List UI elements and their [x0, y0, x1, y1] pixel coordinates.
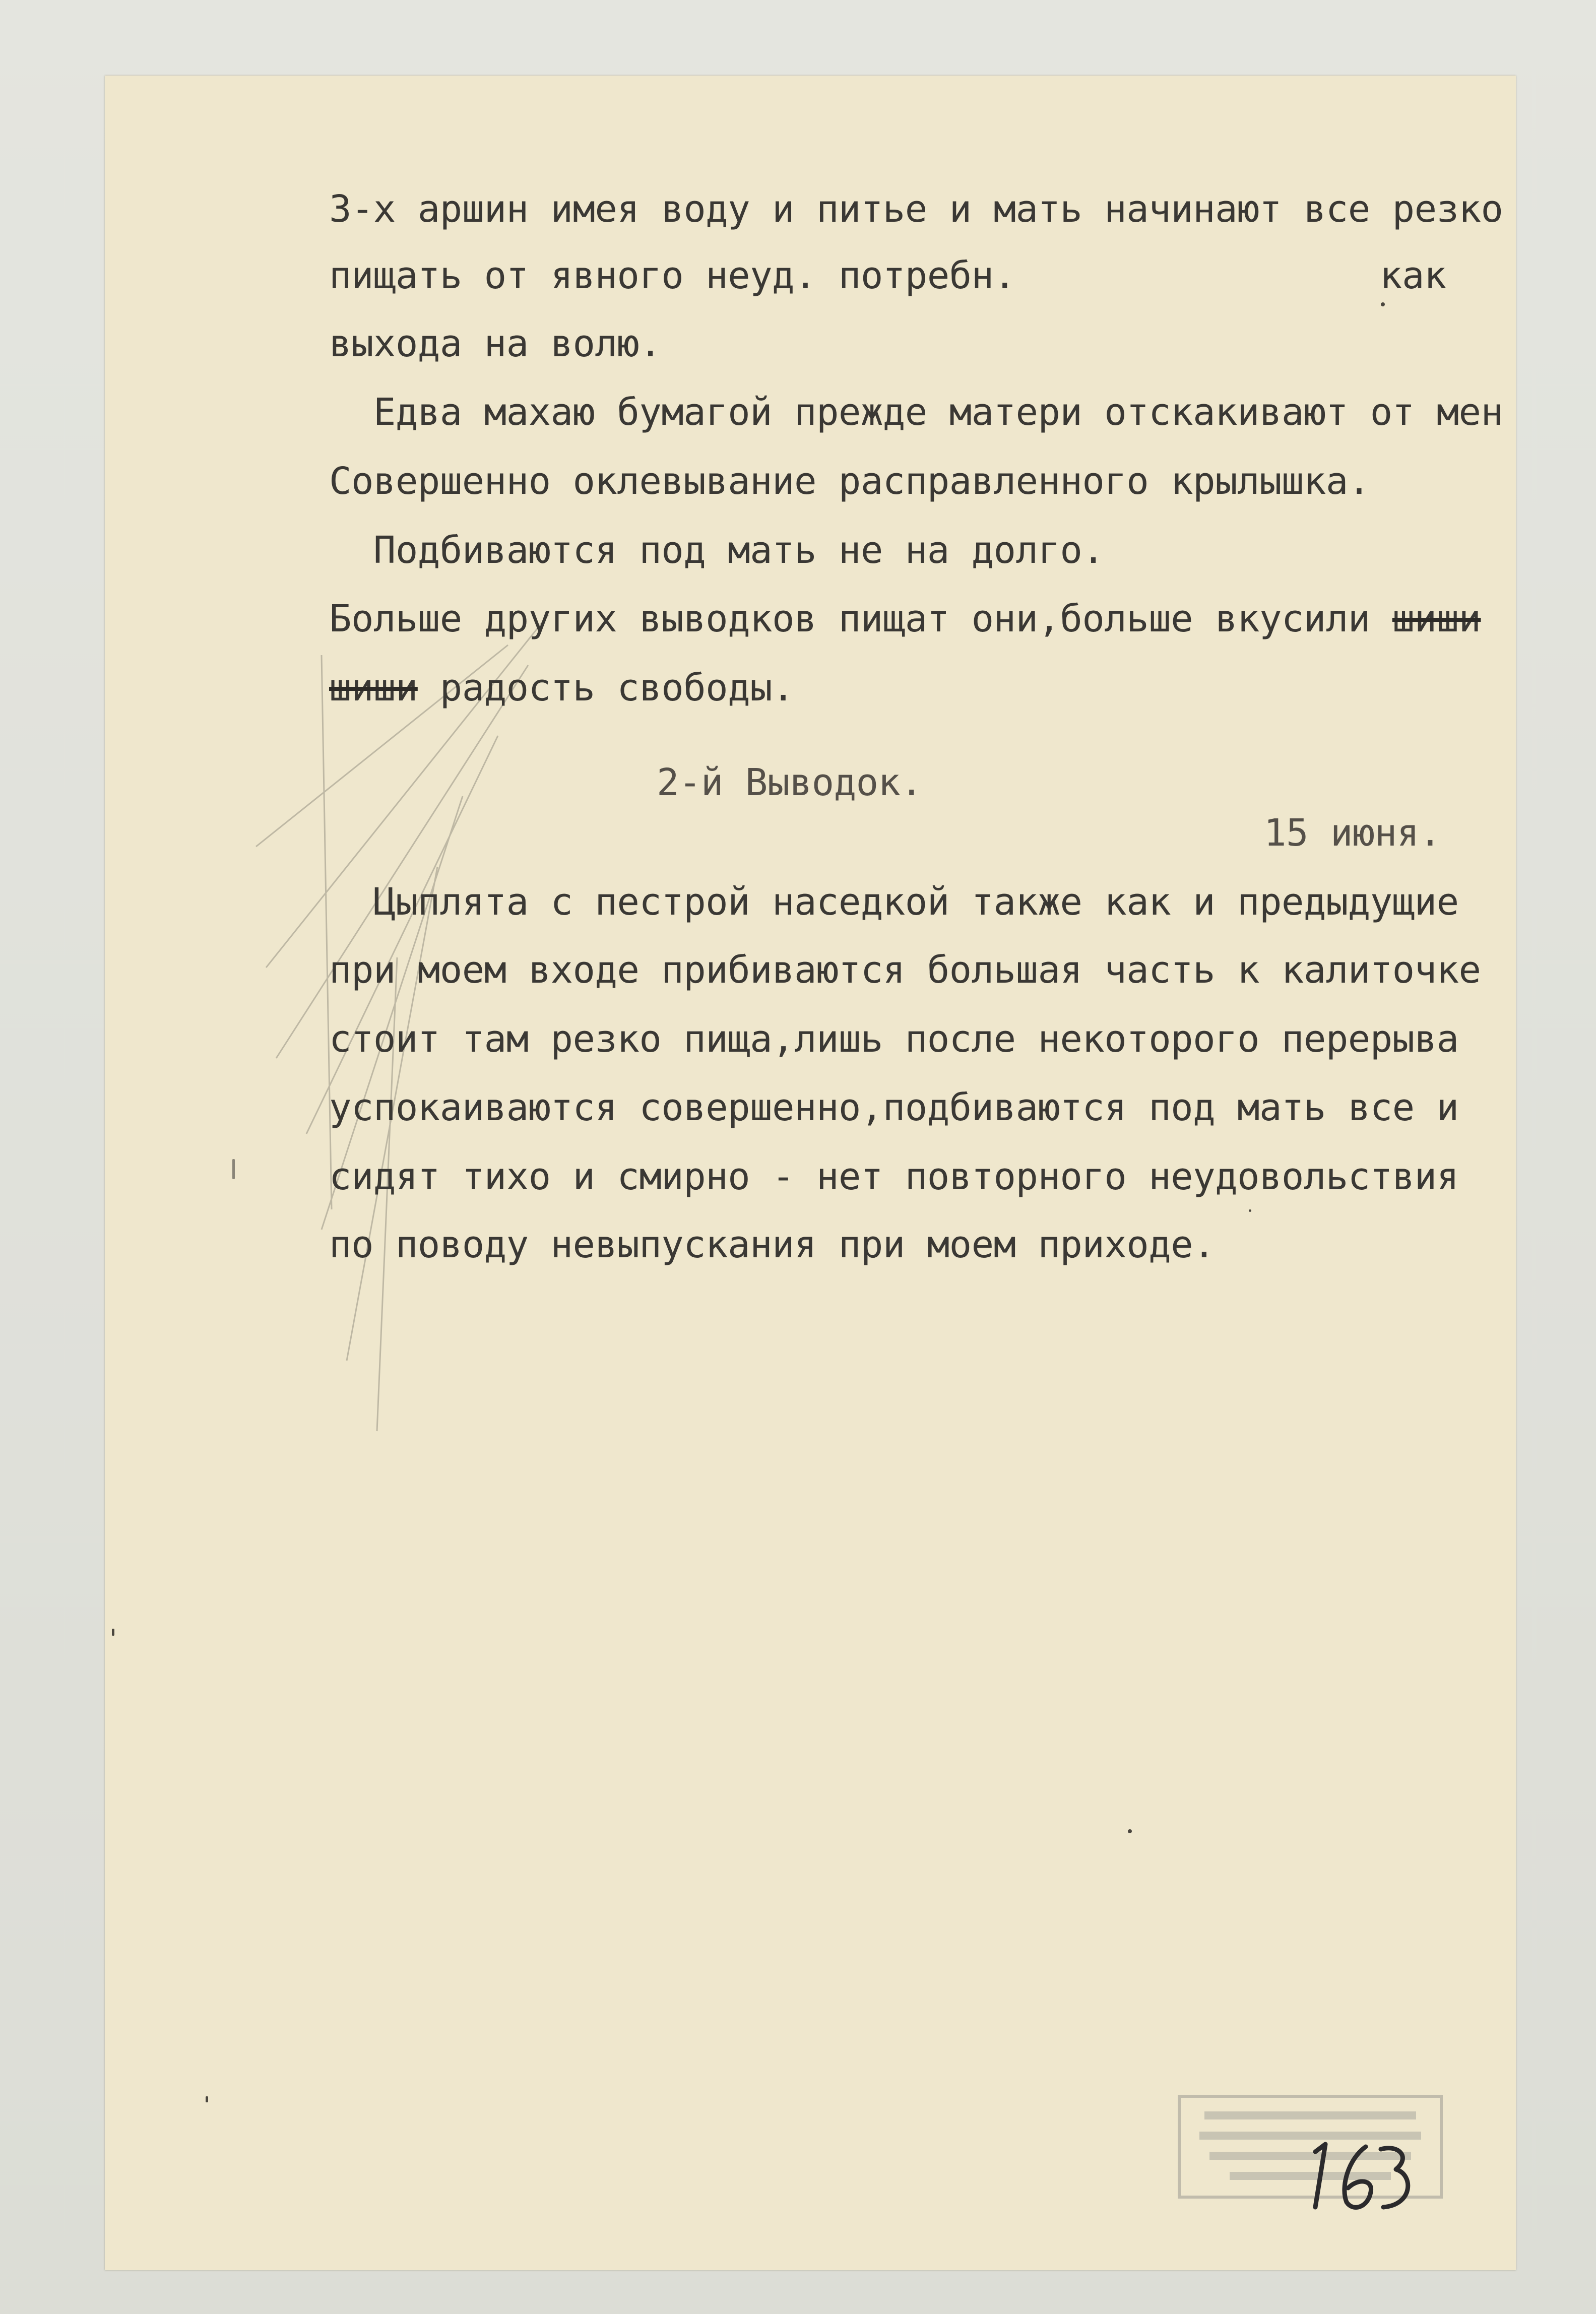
text-line [329, 665, 794, 711]
text-line: при моем входе прибиваются большая часть к калиточке [329, 948, 1481, 992]
speck [206, 2096, 208, 2102]
text-line: по поводу невыпускания при моем приходе. [329, 1223, 1216, 1266]
text-line: стоит там резко пища,лишь после некоторого перерыва [329, 1017, 1459, 1061]
text-line: успокаиваются совершенно,подбиваются под мать все и [329, 1086, 1459, 1129]
text-line: Едва махаю бумагой прежде матери отскакивают от мен [329, 391, 1503, 434]
text-line: сидят тихо и смирно - нет повторного неудовольствия [329, 1155, 1459, 1198]
speck [112, 1629, 114, 1636]
pencil-tick [232, 1159, 235, 1179]
text-line: Цыплята с пестрой наседкой также как и предыдущие [329, 880, 1459, 924]
section-heading: 2-й Выводок. [657, 761, 923, 804]
text-line: Совершенно оклевывание расправленного крылышка. [329, 460, 1370, 503]
date-line: 15 июня. [1264, 811, 1441, 855]
text-segment: Больше других выводков пищат они,больше вкусили [329, 597, 1392, 640]
text-line: выхода на волю. [329, 322, 662, 365]
speck [1249, 1209, 1251, 1212]
text-line [329, 596, 1481, 641]
document-page [105, 76, 1516, 2270]
struck-text: шиши [1392, 597, 1481, 640]
text-segment: радость свободы. [417, 666, 794, 710]
text-line: 3-х аршин имея воду и питье и мать начинают все резко [329, 187, 1503, 231]
text-line: Подбиваются под мать не на долго. [329, 529, 1105, 572]
speck [1381, 302, 1385, 306]
page-number-mark [1300, 2132, 1421, 2217]
text-line: пищать от явного неуд. потребн. [329, 254, 1016, 297]
speck [1128, 1829, 1132, 1833]
text-line: как [1380, 254, 1446, 297]
struck-text: шиши [329, 666, 418, 710]
